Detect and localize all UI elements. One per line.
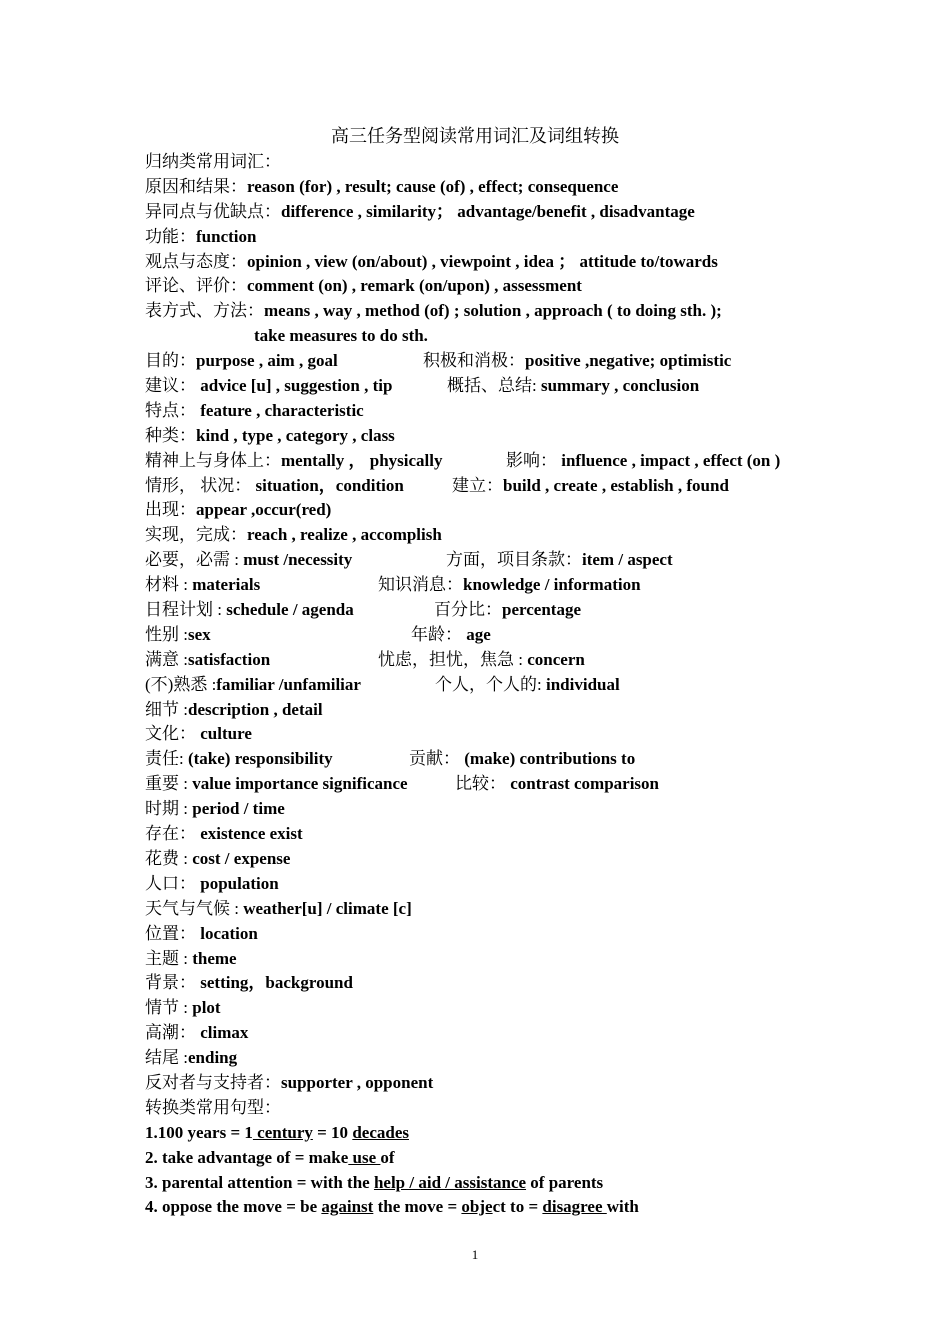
vocab-english: age	[466, 624, 491, 644]
vocab-english: must /necessity	[243, 550, 353, 570]
vocab-chinese: 观点与态度：	[145, 251, 247, 271]
vocab-line	[145, 971, 845, 996]
vocab-english: reach , realize , accomplish	[247, 525, 442, 545]
vocab-line	[145, 698, 845, 723]
vocab-list	[145, 175, 845, 1096]
vocab-chinese: 贡献：	[409, 749, 465, 769]
vocab-chinese: 评论、评价：	[145, 276, 247, 296]
vocab-chinese: 细节 :	[145, 699, 188, 719]
vocab-english: theme	[192, 948, 237, 968]
vocab-chinese: 功能：	[145, 226, 196, 246]
vocab-line	[145, 623, 845, 648]
vocab-line	[145, 424, 845, 449]
vocab-english: positive ,negative; optimistic	[525, 351, 732, 371]
vocab-second-column	[423, 349, 731, 374]
vocab-chinese: 必要，必需 :	[145, 550, 244, 570]
vocab-english: culture	[196, 724, 252, 744]
vocab-english: function	[196, 226, 257, 246]
vocab-chinese: 材料 :	[145, 575, 193, 595]
page-number: 1	[471, 1247, 479, 1262]
vocab-chinese: 个人，个人的:	[435, 674, 546, 694]
vocab-english: appear ,occur(red)	[196, 500, 332, 520]
vocab-line	[145, 1071, 845, 1096]
vocab-english: difference , similarity； advantage/benefit , disadvantage	[281, 201, 695, 221]
vocab-chinese: 建立：	[452, 475, 503, 495]
vocab-chinese: 异同点与优缺点：	[145, 201, 281, 221]
vocab-line	[145, 324, 845, 349]
conversion-sentence: 4. oppose the move = be against the move = object to = disagree with	[145, 1197, 639, 1217]
vocab-second-column	[452, 474, 729, 499]
vocab-chinese: 忧虑，担忧，焦急 :	[378, 649, 528, 669]
vocab-english: existence exist	[200, 824, 303, 844]
vocab-line	[145, 449, 845, 474]
vocab-english: period / time	[192, 799, 285, 819]
vocab-line	[145, 1021, 845, 1046]
vocab-chinese: 知识消息：	[378, 575, 463, 595]
vocab-chinese: (不)熟悉 :	[145, 674, 217, 694]
vocab-english: kind , type , category , class	[196, 425, 395, 445]
vocab-chinese: 百分比：	[434, 600, 502, 620]
vocab-chinese: 主题 :	[145, 948, 193, 968]
vocab-english: comment (on) , remark (on/upon) , assessment	[247, 276, 582, 296]
vocab-line	[145, 797, 845, 822]
vocab-line	[145, 872, 845, 897]
vocab-chinese: 花费 :	[145, 848, 193, 868]
vocab-chinese: 种类：	[145, 425, 196, 445]
vocab-chinese: 出现：	[145, 500, 196, 520]
vocab-english: sex	[187, 624, 211, 644]
vocab-english: description , detail	[187, 699, 323, 719]
vocab-english: value importance significance	[192, 774, 408, 794]
vocab-line	[145, 299, 845, 324]
vocab-chinese: 责任:	[145, 749, 188, 769]
vocab-line	[145, 747, 845, 772]
vocab-english: reason (for) , result; cause (of) , effect; consequence	[247, 176, 619, 196]
vocab-line	[145, 947, 845, 972]
vocab-english: (make) contributions to	[464, 749, 636, 769]
vocab-line	[145, 897, 845, 922]
conversion-sentence: 1.100 years = 1 century = 10 decades	[145, 1122, 409, 1142]
vocab-chinese: 年龄：	[411, 624, 467, 644]
vocab-second-column	[446, 548, 673, 573]
vocab-english: materials	[192, 575, 261, 595]
vocab-english: feature , characteristic	[200, 400, 364, 420]
vocab-chinese: 比较：	[455, 774, 511, 794]
vocab-line	[145, 548, 845, 573]
vocab-chinese: 文化：	[145, 724, 196, 744]
vocab-english: supporter , opponent	[281, 1072, 434, 1092]
vocab-english: ending	[187, 1048, 238, 1068]
vocab-chinese: 情节 :	[145, 998, 193, 1018]
vocab-line	[145, 498, 845, 523]
vocab-line	[145, 598, 845, 623]
vocab-chinese: 原因和结果：	[145, 176, 247, 196]
vocab-second-column	[455, 772, 659, 797]
vocab-chinese: 情形， 状况：	[145, 475, 252, 495]
vocab-english: influence , impact , effect (on )	[557, 450, 781, 470]
vocab-english: percentage	[502, 600, 581, 620]
vocab-chinese: 概括、总结:	[447, 376, 541, 396]
vocab-second-column	[378, 648, 585, 673]
vocab-english: opinion , view (on/about) , viewpoint , idea ； attitude to/towards	[247, 251, 718, 271]
vocab-chinese: 背景：	[145, 973, 201, 993]
vocab-line	[145, 250, 845, 275]
vocab-line	[145, 822, 845, 847]
vocab-english: means , way , method (of) ; solution , approach ( to doing sth. );	[264, 301, 722, 321]
vocab-second-column	[411, 623, 491, 648]
vocab-chinese: 高潮：	[145, 1023, 201, 1043]
vocab-english: summary , conclusion	[540, 376, 700, 396]
vocab-english: population	[200, 873, 279, 893]
vocab-english: familiar /unfamiliar	[216, 674, 361, 694]
section-heading: 转换类常用句型：	[145, 1097, 281, 1117]
vocab-chinese: 日程计划 :	[145, 600, 227, 620]
vocab-second-column	[435, 673, 620, 698]
vocab-line	[145, 399, 845, 424]
vocab-line	[145, 200, 845, 225]
vocab-chinese: 方面，项目条款：	[446, 550, 582, 570]
vocab-line	[145, 648, 845, 673]
vocab-chinese: 位置：	[145, 923, 201, 943]
vocab-chinese: 时期 :	[145, 799, 193, 819]
vocab-english: knowledge / information	[463, 575, 641, 595]
content-lines	[145, 150, 845, 1220]
vocab-chinese: 精神上与身体上：	[145, 450, 281, 470]
vocab-english: cost / expense	[192, 848, 291, 868]
page-title: 高三任务型阅读常用词汇及词组转换	[331, 126, 619, 146]
vocab-english: weather[u] / climate [c]	[243, 898, 412, 918]
vocab-line	[145, 1046, 845, 1071]
vocab-chinese: 目的：	[145, 351, 196, 371]
vocab-english: climax	[200, 1023, 249, 1043]
vocab-english: plot	[192, 998, 221, 1018]
vocab-chinese: 性别 :	[145, 624, 188, 644]
vocab-line	[145, 922, 845, 947]
vocab-chinese: 实现，完成：	[145, 525, 247, 545]
vocab-second-column	[378, 573, 641, 598]
vocab-english: concern	[527, 649, 585, 669]
vocab-english: purpose , aim , goal	[196, 351, 338, 371]
vocab-chinese: 天气与气候 :	[145, 898, 244, 918]
vocab-english: individual	[545, 674, 620, 694]
vocab-second-column	[447, 374, 699, 399]
vocab-line	[145, 847, 845, 872]
vocab-english: mentally ， physically	[281, 450, 443, 470]
vocab-line	[145, 374, 845, 399]
vocab-english: take measures to do sth.	[254, 326, 428, 346]
vocab-english: location	[200, 923, 258, 943]
vocab-english: setting，background	[200, 973, 353, 993]
vocab-chinese: 表方式、方法：	[145, 301, 264, 321]
vocab-line	[145, 673, 845, 698]
vocab-english: situation，condition	[251, 475, 404, 495]
vocab-chinese: 重要 :	[145, 774, 193, 794]
vocab-chinese: 积极和消极：	[423, 351, 525, 371]
vocab-line	[145, 772, 845, 797]
vocab-chinese: 反对者与支持者：	[145, 1072, 281, 1092]
vocab-english: advice [u] , suggestion , tip	[200, 376, 393, 396]
vocab-line	[145, 349, 845, 374]
vocab-english: satisfaction	[187, 649, 271, 669]
vocab-chinese: 特点：	[145, 400, 201, 420]
vocab-line	[145, 225, 845, 250]
vocab-english: build , create , establish , found	[503, 475, 729, 495]
vocab-english: schedule / agenda	[226, 600, 354, 620]
vocab-second-column	[506, 449, 780, 474]
vocab-chinese: 人口：	[145, 873, 201, 893]
vocab-chinese: 影响：	[506, 450, 557, 470]
section-heading: 归纳类常用词汇：	[145, 152, 281, 171]
conversion-sentence: 2. take advantage of = make use of	[145, 1147, 395, 1167]
vocab-chinese: 建议：	[145, 376, 201, 396]
vocab-line	[145, 523, 845, 548]
vocab-line	[145, 996, 845, 1021]
vocab-second-column	[434, 598, 581, 623]
vocab-english: contrast comparison	[510, 774, 659, 794]
vocab-line	[145, 175, 845, 200]
vocab-chinese: 满意 :	[145, 649, 188, 669]
vocab-english: item / aspect	[582, 550, 673, 570]
vocab-chinese: 结尾 :	[145, 1048, 188, 1068]
vocab-chinese: 存在：	[145, 824, 201, 844]
vocab-line	[145, 573, 845, 598]
vocab-second-column	[409, 747, 635, 772]
vocab-line	[145, 722, 845, 747]
vocab-english: (take) responsibility	[187, 749, 333, 769]
vocab-line	[145, 274, 845, 299]
conversion-sentence: 3. parental attention = with the help / aid / assistance of parents	[145, 1172, 604, 1192]
vocab-line	[145, 474, 845, 499]
